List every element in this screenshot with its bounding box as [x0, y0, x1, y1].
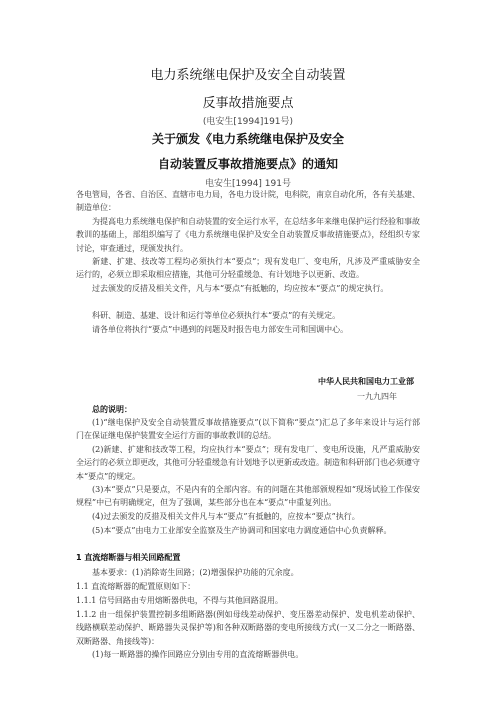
intro-paragraph — [76, 323, 420, 336]
document-title: 电力系统继电保护及安全自动装置 — [150, 68, 346, 83]
intro-paragraph-text: 科研、制造、基建、设计和运行等单位必须执行本“要点”的有关规定。 — [92, 311, 341, 320]
section-paragraph-text: 基本要求：(1)消除寄生回路；(2)增强保护功能的冗余度。 — [92, 568, 299, 577]
signature-date: 一九九四年 — [357, 392, 397, 401]
notice-document-number: 电安生[1994] 191号 — [205, 179, 291, 189]
general-note-text: (1)“继电保护及安全自动装置反事故措施要点”(以下简称“要点”)汇总了多年来设计与运行部门在保证继电保护装置安全运行方面的事故教训的总结。 — [76, 418, 420, 441]
general-note-item — [76, 416, 420, 443]
intro-paragraph — [76, 215, 420, 255]
document-subtitle: 反事故措施要点 — [202, 96, 294, 111]
document-number: (电安生[1994]191号) — [202, 117, 294, 127]
clause-1-1-2: 1.1.2 由一组保护装置控制多组断路器(例如母线差动保护、变压器差动保护、发电机差动保护、线路横联差动保护、断路器失灵保护等)和各种双断路器的变电所接线方式(一又二分之一断路器、双断路器、角接线等)： — [76, 610, 420, 646]
intro-paragraph — [76, 309, 420, 322]
general-note-item — [76, 443, 420, 483]
clause-1-1: 1.1 直流熔断器的配置原则如下： — [76, 582, 196, 591]
general-note-text: (4)过去颁发的反措及相关文件凡与本“要点”有抵触的，应按本“要点”执行。 — [92, 512, 360, 521]
general-note-item — [76, 524, 420, 537]
intro-paragraph-text: 为提高电力系统继电保护和自动装置的安全运行水平，在总结多年来继电保护运行经验和事故教训的基础上，部组织编写了《电力系统继电保护及安全自动装置反事故措施要点》，经组织专家讨论，审查通过，现颁发执行。 — [76, 217, 420, 253]
intro-paragraph — [76, 282, 420, 295]
intro-paragraph-text: 请各单位将执行“要点”中遇到的问题及时报告电力部安生司和国调中心。 — [92, 325, 349, 334]
notice-title-line2: 自动装置反事故措施要点》的通知 — [157, 157, 338, 171]
general-note-text: (5)本“要点”由电力工业部安全监察及生产协调司和国家电力调度通信中心负责解释。 — [92, 526, 392, 535]
general-note-text: (3)本“要点”只是要点，不是内有的全部内容。有的问题在其他部颁规程如“现场试验工作保安规程”中已有明确规定，但为了强调，某些部分也在本“要点”中重复列出。 — [76, 485, 420, 508]
section-heading: 1 直流熔断器与相关回路配置 — [76, 553, 181, 562]
general-note-text: (2)新建、扩建和技改等工程，均应执行本“要点”；现有发电厂、变电所设施，凡严重威胁安全运行的必须立即更改，其他可分轻重缓急有计划地予以更新或改造。制造和科研部门也必须遵守本“要点”的规定。 — [76, 445, 420, 481]
clause-1-1-2-item — [76, 648, 420, 661]
notice-title-line1: 关于颁发《电力系统继电保护及安全 — [151, 132, 344, 146]
section-paragraph — [76, 566, 420, 579]
general-note-item — [76, 483, 420, 510]
intro-paragraph-text: 新建、扩建、技改等工程均必须执行本“要点”；现有发电厂、变电所，凡涉及严重威胁安全运行的，必须立即采取相应措施，其他可分轻重缓急、有计划地予以更新、改造。 — [76, 257, 420, 280]
intro-paragraph-text: 过去颁发的反措及相关文件，凡与本“要点”有抵触的，均应按本“要点”的规定执行。 — [92, 284, 389, 293]
signature-organization: 中华人民共和国电力工业部 — [318, 377, 414, 386]
intro-paragraph — [76, 255, 420, 282]
general-note-item — [76, 510, 420, 523]
intro-addressees: 各电管局，各省、自治区、直辖市电力局，各电力设计院，电科院，南京自动化所，各有关基建、制造单位： — [76, 190, 420, 213]
clause-1-1-1: 1.1.1 信号回路由专用熔断器供电，不得与其他回路混用。 — [76, 596, 283, 605]
general-notes-heading: 总的说明： — [92, 405, 132, 414]
clause-item-text: (1)每一断路器的操作回路应分别由专用的直流熔断器供电。 — [92, 650, 304, 659]
